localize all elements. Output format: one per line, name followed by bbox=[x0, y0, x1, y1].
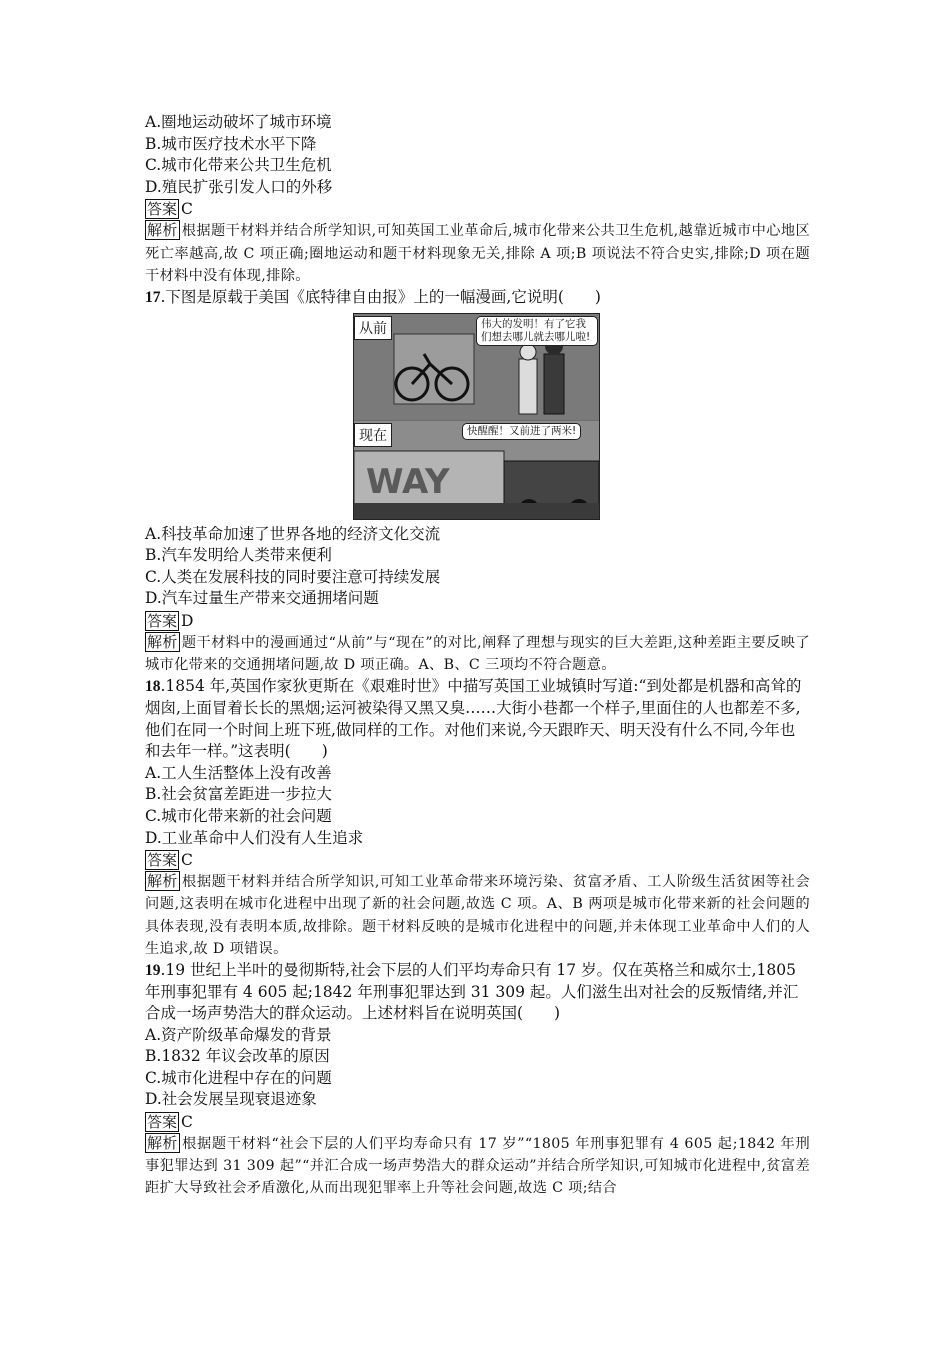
question-stem-text: .下图是原载于美国《底特律自由报》上的一幅漫画,它说明( ) bbox=[160, 287, 601, 306]
explanation bbox=[145, 871, 810, 960]
option-a: A.科技革命加速了世界各地的经济文化交流 bbox=[145, 524, 441, 543]
answer-row bbox=[145, 1111, 810, 1133]
question-stem-text: .1854 年,英国作家狄更斯在《艰难时世》中描写英国工业城镇时写道:“到处都是机器和高耸的烟囱,上面冒着长长的黑烟;运河被染得又黑又臭……大街小巷都一个样子,里面住的人也都差不多,他们在同一个时间上班下班,做同样的工作。对他们来说,今天跟昨天、明天没有什么不同,今年也和去年一样。”这表明( ) bbox=[145, 677, 802, 761]
explanation-tag: 解析 bbox=[147, 632, 178, 651]
option-b: B.汽车发明给人类带来便利 bbox=[145, 546, 332, 565]
option-b: B.城市医疗技术水平下降 bbox=[145, 134, 317, 153]
explanation bbox=[145, 632, 810, 676]
question-19 bbox=[145, 960, 810, 1200]
explanation-tag: 解析 bbox=[147, 1134, 178, 1153]
answer-value: C bbox=[181, 851, 193, 870]
answer-value: C bbox=[181, 1113, 193, 1132]
option-c: C.人类在发展科技的同时要注意可持续发展 bbox=[145, 567, 441, 586]
question-stem-text: .19 世纪上半叶的曼彻斯特,社会下层的人们平均寿命只有 17 岁。仅在英格兰和威尔士,1805 年刑事犯罪有 4 605 起;1842 年刑事犯罪达到 31 309 起。人们滋生出对社会的反叛情绪,并汇合成一场声势浩大的群众运动。上述材料旨在说明英国( ) bbox=[145, 960, 799, 1023]
answer-row bbox=[145, 198, 810, 220]
answer-tag: 答案 bbox=[147, 851, 178, 870]
answer-value: D bbox=[181, 611, 194, 630]
way-sign: WAY bbox=[366, 461, 450, 502]
label-before: 从前 bbox=[354, 316, 392, 340]
explanation-text: 根据题干材料并结合所学知识,可知工业革命带来环境污染、贫富矛盾、工人阶级生活贫困等社会问题,这表明在城市化进程中出现了新的社会问题,故选 C 项。A、B 两项是城市化带来新的社会问题的具体表现,没有表明本质,故排除。题干材料反映的是城市化进程中的问题,并未体现工业革命中人们的人生追求,故 D 项错误。 bbox=[145, 874, 810, 957]
option-d: D.社会发展呈现衰退迹象 bbox=[145, 1090, 317, 1109]
option-c: C.城市化进程中存在的问题 bbox=[145, 1068, 332, 1087]
answer-row bbox=[145, 610, 810, 632]
question-stem bbox=[145, 676, 810, 762]
option-a: A.圈地运动破坏了城市环境 bbox=[145, 113, 332, 131]
explanation-text: 题干材料中的漫画通过“从前”与“现在”的对比,阐释了理想与现实的巨大差距,这种差距主要反映了城市化带来的交通拥堵问题,故 D 项正确。A、B、C 三项均不符合题意。 bbox=[145, 634, 810, 674]
option-a: A.工人生活整体上没有改善 bbox=[145, 763, 332, 782]
explanation bbox=[145, 1133, 810, 1200]
question-16 bbox=[145, 112, 810, 287]
option-b: B.1832 年议会改革的原因 bbox=[145, 1047, 330, 1066]
answer-value: C bbox=[181, 200, 193, 219]
answer-tag: 答案 bbox=[147, 611, 178, 630]
explanation-tag: 解析 bbox=[147, 872, 178, 891]
question-stem bbox=[145, 287, 810, 309]
answer-tag: 答案 bbox=[147, 1113, 178, 1132]
option-b: B.社会贫富差距进一步拉大 bbox=[145, 785, 332, 804]
document-page bbox=[145, 112, 810, 1200]
explanation bbox=[145, 220, 810, 287]
question-18 bbox=[145, 676, 810, 960]
cartoon-panel-before bbox=[354, 314, 599, 420]
answer-row bbox=[145, 849, 810, 871]
option-d: D.汽车过量生产带来交通拥堵问题 bbox=[145, 589, 379, 608]
question-number: 17 bbox=[145, 288, 161, 306]
option-c: C.城市化带来公共卫生危机 bbox=[145, 156, 332, 175]
cartoon-panel-now bbox=[354, 421, 599, 519]
question-17 bbox=[145, 287, 810, 676]
option-d: D.殖民扩张引发人口的外移 bbox=[145, 177, 333, 196]
explanation-text: 根据题干材料并结合所学知识,可知英国工业革命后,城市化带来公共卫生危机,越靠近城市中心地区死亡率越高,故 C 项正确;圈地运动和题干材料现象无关,排除 A 项;B 项说法不符合史实,排除;D 项在题干材料中没有体现,排除。 bbox=[145, 223, 810, 284]
question-number: 19 bbox=[145, 961, 161, 979]
cartoon-image bbox=[353, 313, 600, 520]
option-d: D.工业革命中人们没有人生追求 bbox=[145, 828, 364, 847]
answer-tag: 答案 bbox=[147, 200, 178, 219]
explanation-tag: 解析 bbox=[147, 221, 178, 240]
option-c: C.城市化带来新的社会问题 bbox=[145, 806, 332, 825]
explanation-text: 根据题干材料“社会下层的人们平均寿命只有 17 岁”“1805 年刑事犯罪有 4 605 起;1842 年刑事犯罪达到 31 309 起”“并汇合成一场声势浩大的群众运动”并结合所学知识,可知城市化进程中,贫富差距扩大导致社会矛盾激化,从而出现犯罪率上升等社会问题,故选 C 项;结合 bbox=[145, 1136, 810, 1197]
question-number: 18 bbox=[145, 678, 161, 696]
label-now: 现在 bbox=[354, 423, 392, 447]
question-stem bbox=[145, 960, 810, 1025]
option-a: A.资产阶级革命爆发的背景 bbox=[145, 1025, 332, 1044]
speech-bubble-now: 快醒醒！又前进了两米! bbox=[462, 423, 581, 440]
speech-bubble-before: 伟大的发明！有了它我们想去哪儿就去哪儿啦! bbox=[476, 316, 598, 346]
